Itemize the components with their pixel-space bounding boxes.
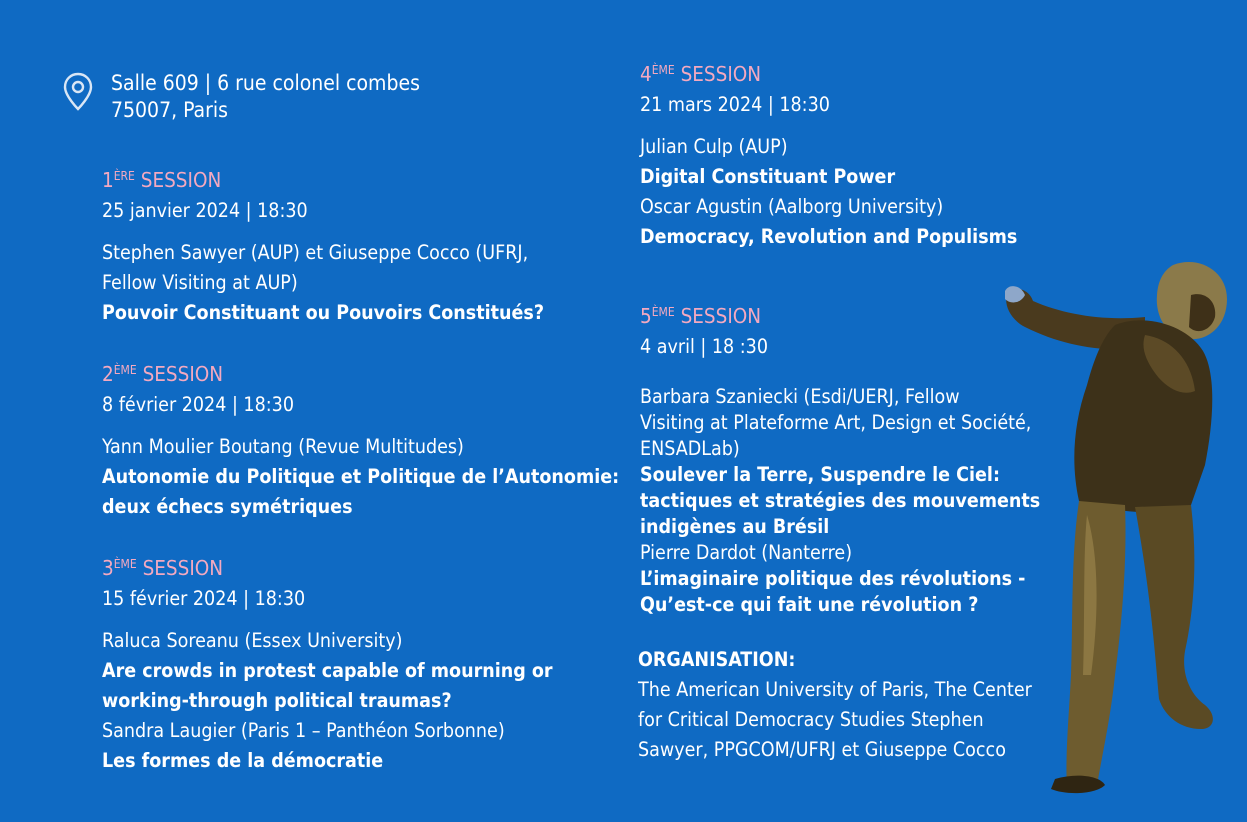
talk-title: Digital Constituant Power — [640, 165, 896, 188]
talk-title: Autonomie du Politique et Politique de l’Autonomie: deux échecs symétriques — [102, 465, 620, 518]
organisation-block — [638, 645, 1098, 765]
session-heading: 3ÈME SESSION — [102, 556, 224, 580]
venue-line-2: 75007, Paris — [111, 98, 228, 122]
session-3 — [102, 548, 622, 776]
speaker: Pierre Dardot (Nanterre) — [640, 541, 853, 564]
session-heading: 1ÈRE SESSION — [102, 168, 222, 192]
session-heading: 5ÈME SESSION — [640, 304, 762, 328]
session-2 — [102, 354, 622, 522]
talk-title: Pouvoir Constituant ou Pouvoirs Constitués? — [102, 301, 545, 324]
venue-line-1: Salle 609 | 6 rue colonel combes — [111, 71, 420, 95]
speaker: Yann Moulier Boutang (Revue Multitudes) — [102, 435, 464, 458]
session-date: 25 janvier 2024 | 18:30 — [102, 199, 308, 222]
location-pin-icon — [62, 72, 94, 112]
organisation-line-1: The American University of Paris, The Center — [638, 678, 1032, 701]
session-date: 21 mars 2024 | 18:30 — [640, 93, 830, 116]
session-heading: 2ÈME SESSION — [102, 362, 224, 386]
speaker: Stephen Sawyer (AUP) et Giuseppe Cocco (UFRJ, Fellow Visiting at AUP) — [102, 241, 529, 294]
speaker: Raluca Soreanu (Essex University) — [102, 629, 403, 652]
talk-title: Les formes de la démocratie — [102, 749, 384, 772]
speaker: Oscar Agustin (Aalborg University) — [640, 195, 944, 218]
session-date: 8 février 2024 | 18:30 — [102, 393, 294, 416]
talk-title: Are crowds in protest capable of mourning or working-through political traumas? — [102, 659, 553, 712]
organisation-line-2: for Critical Democracy Studies Stephen — [638, 708, 984, 731]
session-date: 4 avril | 18 :30 — [640, 335, 768, 358]
talk-title: L’imaginaire politique des révolutions - Qu’est-ce qui fait une révolution ? — [640, 567, 1026, 616]
organisation-line-3: Sawyer, PPGCOM/UFRJ et Giuseppe Cocco — [638, 738, 1006, 761]
organisation-heading: ORGANISATION: — [638, 648, 796, 671]
talk-title: Soulever la Terre, Suspendre le Ciel: tactiques et stratégies des mouvements indigènes au Brésil — [640, 463, 1041, 538]
session-1 — [102, 160, 622, 328]
session-heading: 4ÈME SESSION — [640, 62, 762, 86]
session-4 — [640, 54, 1090, 252]
talk-title: Democracy, Revolution and Populisms — [640, 225, 1018, 248]
speaker: Barbara Szaniecki (Esdi/UERJ, Fellow Visiting at Plateforme Art, Design et Société, ENSADLab) — [640, 385, 1032, 460]
speaker: Julian Culp (AUP) — [640, 135, 788, 158]
venue-address — [111, 70, 420, 124]
left-column — [102, 160, 622, 776]
speaker: Sandra Laugier (Paris 1 – Panthéon Sorbonne) — [102, 719, 505, 742]
session-date: 15 février 2024 | 18:30 — [102, 587, 306, 610]
